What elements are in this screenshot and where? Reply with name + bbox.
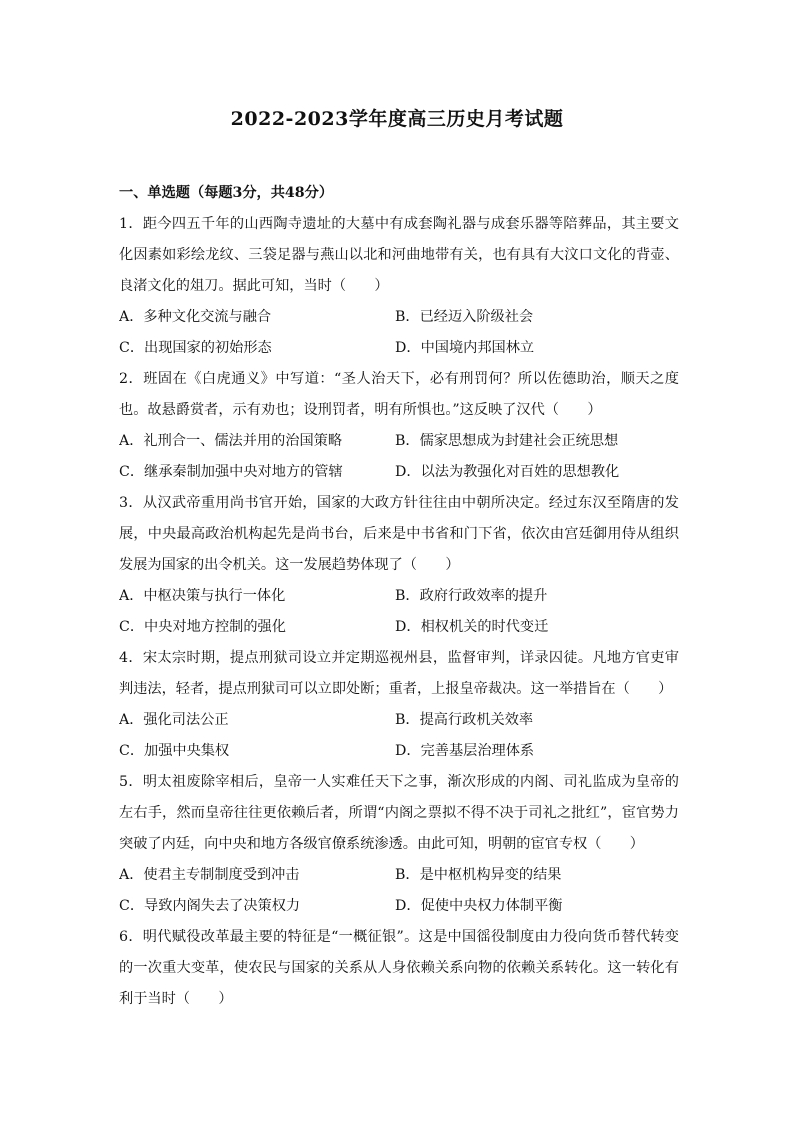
- option-grid: [119, 705, 679, 767]
- option-c: C．加强中央集权: [119, 743, 230, 759]
- option-b: B．已经迈入阶级社会: [395, 309, 534, 325]
- option-d: D．促使中央权力体制平衡: [395, 898, 563, 914]
- option-a: A．多种文化交流与融合: [119, 309, 272, 325]
- option-a: A．使君主专制制度受到冲击: [119, 867, 300, 883]
- question-2: [119, 364, 679, 488]
- question-3: [119, 488, 679, 643]
- option-d: D．以法为教强化对百姓的思想教化: [395, 464, 620, 480]
- option-grid: [119, 426, 679, 488]
- option-c: C．中央对地方控制的强化: [119, 619, 286, 635]
- question-stem: 4．宋太宗时期，提点刑狱司设立并定期巡视州县，监督审判，详录囚徒。凡地方官吏审判违法，轻者，提点刑狱司可以立即处断；重者，上报皇帝裁决。这一举措旨在（ ）: [119, 650, 679, 697]
- question-stem: 5．明太祖废除宰相后，皇帝一人实难任天下之事，渐次形成的内阁、司礼监成为皇帝的左右手，然而皇帝往往更依赖后者，所谓“内阁之票拟不得不决于司礼之批红”，宦官势力突破了内廷，向中央和地方各级官僚系统渗透。由此可知，明朝的宦官专权（ ）: [119, 774, 679, 852]
- question-1: [119, 209, 679, 364]
- option-grid: [119, 860, 679, 922]
- question-stem: 1．距今四五千年的山西陶寺遗址的大墓中有成套陶礼器与成套乐器等陪葬品，其主要文化因素如彩绘龙纹、三袋足器与燕山以北和河曲地带有关，也有具有大汶口文化的背壶、良渚文化的俎刀。据此可知，当时（ ）: [119, 216, 679, 294]
- option-c: C．导致内阁失去了决策权力: [119, 898, 301, 914]
- option-b: B．政府行政效率的提升: [395, 588, 548, 604]
- option-d: D．相权机关的时代变迁: [395, 619, 549, 635]
- option-b: B．儒家思想成为封建社会正统思想: [395, 433, 619, 449]
- exam-title: 2022-2023学年度高三历史月考试题: [230, 108, 564, 130]
- option-b: B．是中枢机构异变的结果: [395, 867, 562, 883]
- question-6: [119, 922, 679, 1015]
- option-c: C．继承秦制加强中央对地方的管辖: [119, 464, 343, 480]
- option-grid: [119, 581, 679, 643]
- question-stem: 2．班固在《白虎通义》中写道：“圣人治天下，必有刑罚何？所以佐德助治，顺天之度也。故悬爵赏者，示有劝也；设刑罚者，明有所惧也。”这反映了汉代（ ）: [119, 371, 679, 418]
- question-5: [119, 767, 679, 922]
- option-a: A．中枢决策与执行一体化: [119, 588, 286, 604]
- option-grid: [119, 302, 679, 364]
- option-a: A．礼刑合一、儒法并用的治国策略: [119, 433, 343, 449]
- exam-content: [119, 178, 679, 1015]
- question-4: [119, 643, 679, 767]
- option-d: D．完善基层治理体系: [395, 743, 535, 759]
- option-a: A．强化司法公正: [119, 712, 229, 728]
- question-stem: 6．明代赋役改革最主要的特征是“一概征银”。这是中国徭役制度由力役向货币替代转变的一次重大变革，使农民与国家的关系从人身依赖关系向物的依赖关系转化。这一转化有利于当时（ ）: [119, 929, 679, 1007]
- section-heading: 一、单选题（每题3分，共48分）: [119, 185, 334, 201]
- question-stem: 3．从汉武帝重用尚书官开始，国家的大政方针往往由中朝所决定。经过东汉至隋唐的发展，中央最高政治机构起先是尚书台，后来是中书省和门下省，依次由宫廷御用侍从组织发展为国家的出令机关。这一发展趋势体现了（ ）: [119, 495, 679, 573]
- option-b: B．提高行政机关效率: [395, 712, 534, 728]
- option-d: D．中国境内邦国林立: [395, 340, 535, 356]
- option-c: C．出现国家的初始形态: [119, 340, 272, 356]
